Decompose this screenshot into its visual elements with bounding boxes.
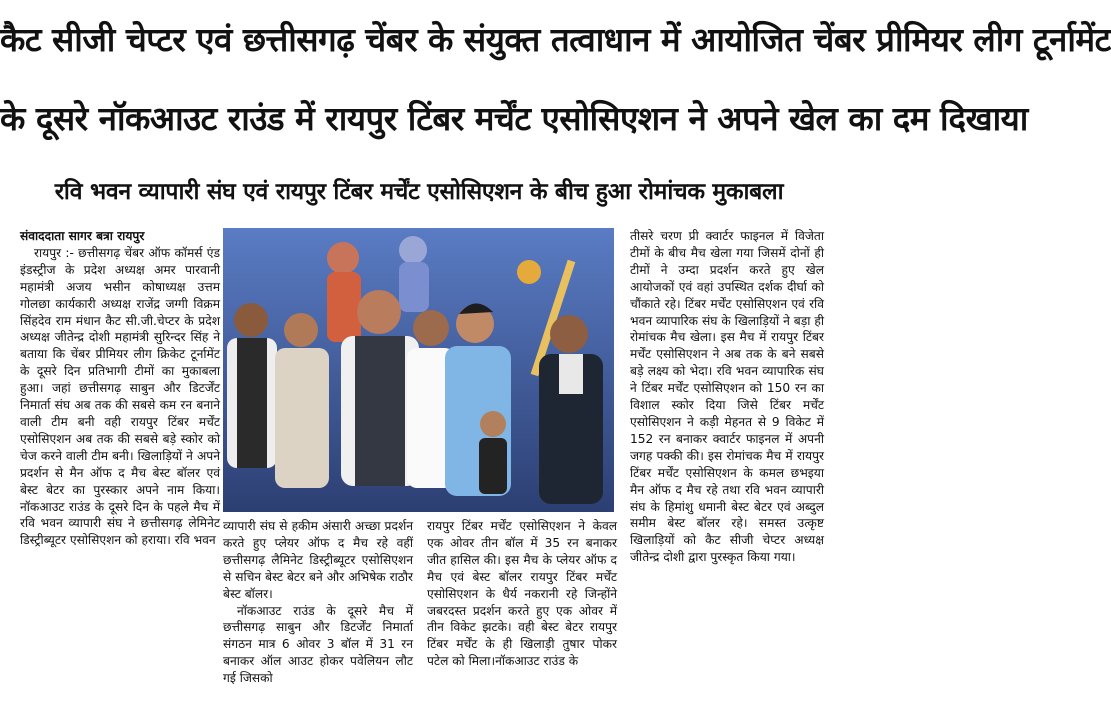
headline-line-1: कैट सीजी चेप्टर एवं छत्तीसगढ़ चेंबर के संयुक्त तत्वाधान में आयोजित चेंबर प्रीमियर लीग टूर्नामेंट: [0, 20, 1111, 59]
article-paragraph: रायपुर टिंबर मर्चेंट एसोसिएशन ने केवल एक ओवर तीन बॉल में 35 रन बनाकर जीत हासिल की। इस मैच के प्लेयर ऑफ द मैच एवं बेस्ट बॉलर रायपुर टिंबर मर्चेंट एसोसिएशन के धैर्य नकरानी रहे जिन्होंने जबरदस्त प्रदर्शन करते हुए एक ओवर में तीन विकेट झटके। वही बेस्ट बेटर रायपुर टिंबर मर्चेंट के ही खिलाड़ी तुषार पोकर पटेल को मिला।नॉकआउट राउंड के: [427, 519, 617, 669]
article-column-4: [630, 228, 824, 710]
subheadline: रवि भवन व्यापारी संघ एवं रायपुर टिंबर मर्चेंट एसोसिएशन के बीच हुआ रोमांचक मुकाबला: [54, 179, 784, 205]
article-column-1: [20, 228, 220, 710]
article-paragraph: तीसरे चरण प्री क्वार्टर फाइनल में विजेता टीमों के बीच मैच खेला गया जिसमें दोनों ही टीमों ने उम्दा प्रदर्शन करते हुए खेल आयोजकों एवं वहां उपस्थित दर्शक दीर्घा को चौंकाते रहे। टिंबर मर्चेंट एसोसिएशन एवं रवि भवन व्यापारिक संघ के खिलाड़ियों ने बड़ा ही रोमांचक मैच खेला। इस मैच में रायपुर टिंबर मर्चेंट एसोसिएशन ने अब तक के बने सबसे बड़े लक्ष्य को भेदा। रवि भवन व्यापारिक संघ ने टिंबर मर्चेंट एसोसिएशन को 150 रन का विशाल स्कोर दिया जिसे टिंबर मर्चेंट एसोसिएशन ने कड़ी मेहनत से 9 विकेट में 152 रन बनाकर क्वार्टर फाइनल में अपनी जगह पक्की की। इस रोमांचक मैच में रायपुर टिंबर मर्चेंट एसोसिएशन के कमल छभइया मैन ऑफ द मैच रहे तथा रवि भवन व्यापारी संघ के हिमांशु धमानी बेस्ट बेटर एवं अब्दुल समीम बेस्ट बॉलर रहे। समस्त उत्कृष्ट खिलाड़ियों को कैट सीजी चेप्टर अध्यक्ष जीतेन्द्र दोशी द्वारा पुरस्कृत किया गया।: [630, 229, 824, 565]
article-paragraph: नॉकआउट राउंड के दूसरे मैच में छत्तीसगढ़ साबुन और डिटर्जेंट निमार्ता संगठन मात्र 6 ओवर 3 बॉल में 31 रन बनाकर ऑल आउट होकर पवेलियन लौट गई जिसको: [223, 603, 413, 686]
article-paragraph: व्यापारी संघ से हकीम अंसारी अच्छा प्रदर्शन करते हुए प्लेयर ऑफ द मैच रहे वहीं छत्तीसगढ़ लैमिनेट डिस्ट्रीब्यूटर एसोसिएशन से सचिन बेस्ट बेटर बने और अभिषेक राठौर बेस्ट बॉलर।: [223, 519, 413, 601]
byline: संवाददाता सागर बत्रा रायपुर: [20, 229, 145, 243]
article-column-3: [427, 518, 617, 710]
article-paragraph: रायपुर :- छत्तीसगढ़ चेंबर ऑफ कॉमर्स एंड इंडस्ट्रीज के प्रदेश अध्यक्ष अमर पारवानी महामंत्री अजय भसीन कोषाध्यक्ष उत्तम गोलछा कार्यकारी अध्यक्ष राजेंद्र जग्गी विक्रम सिंहदेव राम मंधान कैट सी.जी.चेप्टर के प्रदेश अध्यक्ष जीतेन्द्र दोशी महामंत्री सुरिन्दर सिंह ने बताया कि चेंबर प्रीमियर लीग क्रिकेट टूर्नामेंट के दूसरे दिन प्रतिभागी टीमों का मुकाबला हुआ। जहां छत्तीसगढ़ साबुन और डिटर्जेंट निमार्ता संघ अब तक की सबसे कम रन बनाने वाली टीम बनी वही रायपुर टिंबर मर्चेंट एसोसिएशन अब तक की सबसे बड़े स्कोर को चेज करने वाली टीम बनी। खिलाड़ियों ने अपने प्रदर्शन से मैन ऑफ द मैच बेस्ट बॉलर एवं बेस्ट बेटर का पुरस्कार अपने नाम किया। नॉकआउट राउंड के दूसरे दिन के पहले मैच में रवि भवन व्यापारी संघ ने छत्तीसगढ़ लेमिनेट डिस्ट्रीब्यूटर एसोसिएशन को हराया। रवि भवन: [20, 245, 220, 548]
award-ceremony-photo: [223, 228, 614, 512]
headline-line-2: के दूसरे नॉकआउट राउंड में रायपुर टिंबर मर्चेंट एसोसिएशन ने अपने खेल का दम दिखाया: [0, 99, 1028, 138]
article-column-2: [223, 518, 413, 710]
